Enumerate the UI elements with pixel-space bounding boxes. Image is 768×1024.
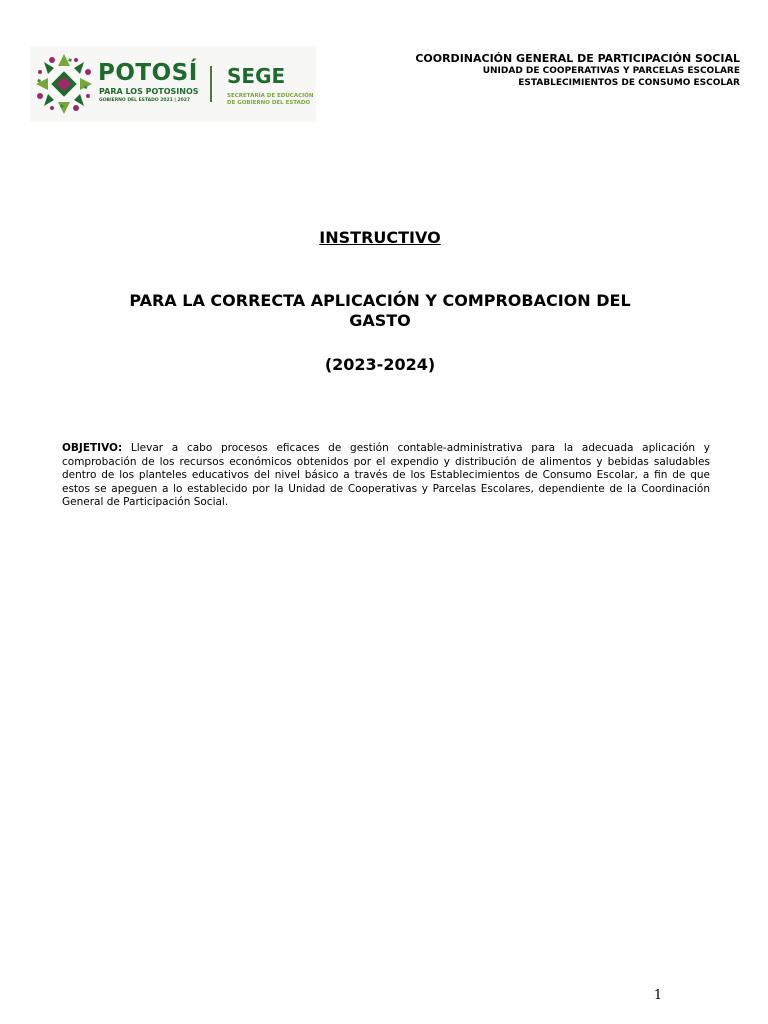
- header-establishments: ESTABLECIMIENTOS DE CONSUMO ESCOLAR: [518, 78, 740, 88]
- document-subtitle: PARA LA CORRECTA APLICACIÓN Y COMPROBACION DEL GASTO: [129, 291, 631, 330]
- objective-paragraph: [62, 442, 710, 510]
- logo-tagline: PARA LOS POTOSINOS: [99, 87, 199, 96]
- logo-agency: SEGE: [227, 64, 286, 88]
- page-number: 1: [653, 988, 663, 1003]
- objective-label: OBJETIVO:: [62, 442, 123, 454]
- logo-government: GOBIERNO DEL ESTADO 2021 | 2027: [99, 98, 191, 103]
- objective-text: Llevar a cabo procesos eficaces de gestión contable-administrativa para la adecuada aplicación y comprobación de los recursos económicos obtenidos por el expendio y distribución de alimentos y bebidas saludables dentro de los planteles educativos del nivel básico a través de los Establecimientos de Consumo Escolar, a fin de que estos se apeguen a lo establecido por la Unidad de Cooperativas y Parcelas Escolares, dependiente de la Coordinación General de Participación Social.: [62, 442, 710, 508]
- document-period: (2023-2024): [324, 355, 436, 374]
- document-header: [415, 52, 740, 89]
- header-coordination: COORDINACIÓN GENERAL DE PARTICIPACIÓN SOCIAL: [415, 52, 740, 65]
- header-unit: UNIDAD DE COOPERATIVAS Y PARCELAS ESCOLARE: [482, 66, 740, 76]
- document-title: INSTRUCTIVO: [319, 228, 441, 247]
- logo-agency-line-2: DE GOBIERNO DEL ESTADO: [227, 100, 311, 106]
- potosi-emblem-icon: [34, 52, 94, 116]
- logo-divider: [210, 66, 212, 102]
- logo-agency-line-1: SECRETARÍA DE EDUCACIÓN: [227, 93, 314, 99]
- logo-brand: POTOSÍ: [98, 60, 198, 86]
- logo-agency-subtitle: [227, 93, 313, 107]
- logo-block: [30, 46, 316, 122]
